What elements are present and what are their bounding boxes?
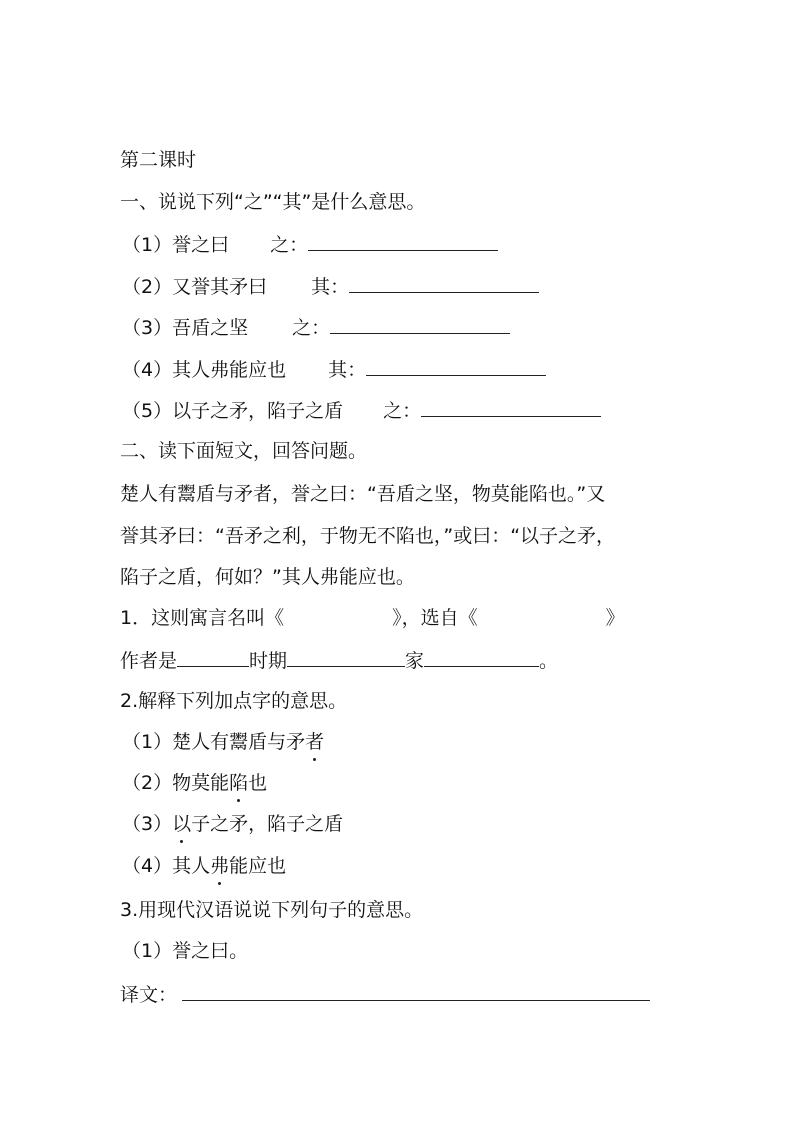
s1-item-5 — [122, 398, 601, 423]
q3-answer-label: 译文： — [120, 984, 178, 1006]
q2-item-1-before: 楚人有鬻盾与矛 — [172, 731, 306, 753]
q2-item-4 — [122, 854, 286, 878]
s1-item-4 — [122, 357, 546, 382]
q2-item-3-dotted-char: 以 — [172, 813, 192, 835]
q2-item-4-dotted-char: 弗 — [210, 855, 230, 877]
q2-item-1 — [122, 730, 324, 754]
q2-item-3 — [122, 812, 343, 836]
s1-item-4-num: （4） — [122, 359, 173, 381]
section2-heading: 二、读下面短文，回答问题。 — [120, 440, 368, 462]
s1-item-2 — [122, 274, 539, 299]
q1-author-blank[interactable] — [177, 648, 249, 667]
q2-item-3-num: （3） — [122, 813, 173, 835]
s1-item-5-phrase: 以子之矛，陷子之盾 — [172, 400, 344, 422]
q1-part-e: 时期 — [249, 650, 288, 672]
q2-item-1-dotted-char: 者 — [305, 731, 325, 753]
s1-item-3 — [122, 315, 510, 340]
q2-item-3-after: 子之矛，陷子之盾 — [191, 813, 344, 835]
passage-line-3: 陷子之盾，何如？”其人弗能应也。 — [120, 566, 415, 588]
q1-part-f: 家 — [405, 650, 425, 672]
s1-item-2-answer-blank[interactable] — [349, 274, 539, 293]
q2-item-4-after: 能应也 — [229, 855, 287, 877]
s1-item-5-answer-blank[interactable] — [421, 398, 601, 417]
s1-item-1-target: 之： — [270, 234, 309, 256]
q1-part-d: 作者是 — [120, 650, 178, 672]
section1-heading: 一、说说下列“之”“其”是什么意思。 — [120, 191, 426, 213]
q3-title: 3.用现代汉语说说下列句子的意思。 — [120, 899, 424, 921]
q2-item-4-num: （4） — [122, 855, 173, 877]
q2-title: 2.解释下列加点字的意思。 — [120, 690, 348, 712]
s1-item-3-num: （3） — [122, 317, 173, 339]
s1-item-3-target: 之： — [292, 317, 331, 339]
s1-item-2-phrase: 又誉其矛曰 — [172, 276, 268, 298]
q1-part-c: 》 — [605, 607, 625, 629]
q2-item-2-num: （2） — [122, 772, 173, 794]
s1-item-3-answer-blank[interactable] — [330, 315, 510, 334]
q1-part-g: 。 — [539, 650, 559, 672]
q1-line-2 — [120, 648, 558, 673]
q1-line-1 — [120, 606, 625, 630]
q1-part-b: 》，选自《 — [392, 607, 478, 629]
s1-item-1-phrase: 誉之曰 — [172, 234, 230, 256]
q2-item-2-dotted-char: 陷 — [229, 772, 249, 794]
q1-school-blank[interactable] — [424, 648, 539, 667]
s1-item-2-num: （2） — [122, 276, 173, 298]
s1-item-4-phrase: 其人弗能应也 — [172, 359, 287, 381]
q2-item-1-num: （1） — [122, 731, 173, 753]
lesson-title: 第二课时 — [120, 149, 197, 171]
q3-item-1: （1）誉之曰。 — [122, 940, 249, 962]
q2-item-2-after: 也 — [248, 772, 268, 794]
s1-item-1-num: （1） — [122, 234, 173, 256]
s1-item-4-answer-blank[interactable] — [366, 357, 546, 376]
s1-item-2-target: 其： — [311, 276, 350, 298]
passage-line-1: 楚人有鬻盾与矛者，誉之曰：“吾盾之坚，物莫能陷也。”又 — [120, 483, 606, 505]
s1-item-4-target: 其： — [328, 359, 367, 381]
passage-line-2: 誉其矛曰：“吾矛之利，于物无不陷也，”或曰：“以子之矛， — [120, 525, 616, 547]
q3-answer-blank[interactable] — [182, 982, 650, 1001]
q1-part-a: 1．这则寓言名叫《 — [120, 607, 285, 629]
q2-item-4-before: 其人 — [172, 855, 211, 877]
s1-item-1-answer-blank[interactable] — [308, 232, 498, 251]
q1-period-blank[interactable] — [287, 648, 405, 667]
q2-item-2-before: 物莫能 — [172, 772, 230, 794]
q2-item-2 — [122, 771, 267, 795]
s1-item-5-num: （5） — [122, 400, 173, 422]
s1-item-5-target: 之： — [383, 400, 422, 422]
s1-item-1 — [122, 232, 498, 257]
s1-item-3-phrase: 吾盾之坚 — [172, 317, 249, 339]
q3-answer-line — [120, 982, 650, 1007]
